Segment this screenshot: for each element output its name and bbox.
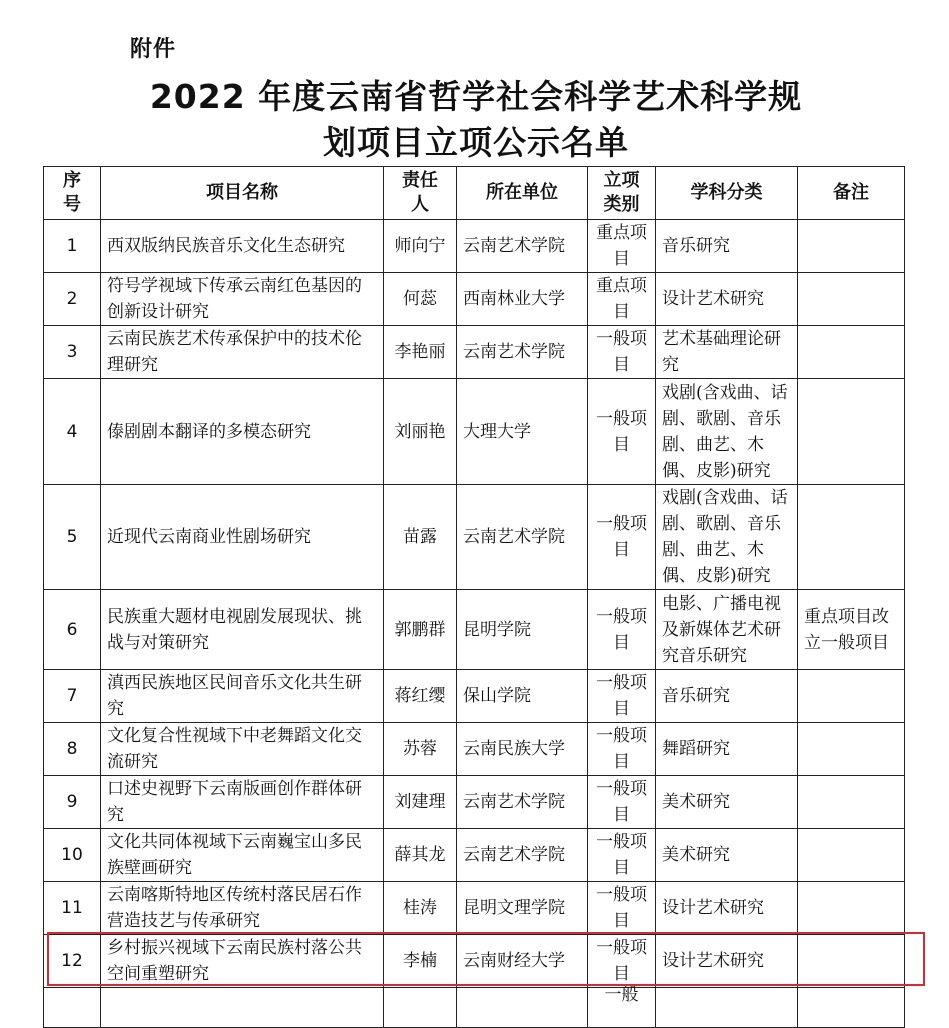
- cell-category: 一般项目: [588, 829, 656, 882]
- cell-person: 蒋红缨: [384, 670, 457, 723]
- cell-no: 9: [44, 776, 101, 829]
- table-row: [44, 273, 905, 326]
- cell-category: 重点项目: [588, 220, 656, 273]
- cell-unit: 云南艺术学院: [457, 326, 588, 379]
- cell-no: 12: [44, 935, 101, 988]
- cell-unit: 昆明文理学院: [457, 882, 588, 935]
- cell-project-name: 口述史视野下云南版画创作群体研究: [101, 776, 384, 829]
- cell-person: 苏蓉: [384, 723, 457, 776]
- cell-category: 一般项目: [588, 590, 656, 670]
- cell-note: [798, 379, 905, 485]
- cell-subject: 美术研究: [656, 829, 798, 882]
- header-person: 责任人: [384, 167, 457, 220]
- cell-unit: 云南财经大学: [457, 935, 588, 988]
- table-row-highlighted: [44, 935, 905, 988]
- cell-category: 一般项目: [588, 776, 656, 829]
- cell-category: 一般项目: [588, 882, 656, 935]
- cell-note: [798, 485, 905, 590]
- cell-note: [798, 220, 905, 273]
- table-row: [44, 485, 905, 590]
- cell-note: [798, 326, 905, 379]
- cell-project-name: 近现代云南商业性剧场研究: [101, 485, 384, 590]
- table-row: [44, 776, 905, 829]
- cell-note: [798, 273, 905, 326]
- cell-category: 一般项目: [588, 723, 656, 776]
- cell-no: 8: [44, 723, 101, 776]
- cell-person: 苗露: [384, 485, 457, 590]
- cell-subject: 美术研究: [656, 776, 798, 829]
- cell-category: 一般项目: [588, 935, 656, 988]
- table-row: [44, 882, 905, 935]
- cell-category: 重点项目: [588, 273, 656, 326]
- cell-category: 一般项目: [588, 379, 656, 485]
- cell-project-name: [101, 988, 384, 1028]
- cell-project-name: 西双版纳民族音乐文化生态研究: [101, 220, 384, 273]
- table-header-row: [44, 167, 905, 220]
- header-note: 备注: [798, 167, 905, 220]
- cell-subject: 艺术基础理论研究: [656, 326, 798, 379]
- header-category: 立项类别: [588, 167, 656, 220]
- cell-no: 6: [44, 590, 101, 670]
- cell-person: 何蕊: [384, 273, 457, 326]
- cell-no: [44, 988, 101, 1028]
- cell-subject: [656, 988, 798, 1028]
- cell-person: 刘建理: [384, 776, 457, 829]
- cell-no: 11: [44, 882, 101, 935]
- cell-note: [798, 829, 905, 882]
- header-project-name: 项目名称: [101, 167, 384, 220]
- cell-unit: 云南民族大学: [457, 723, 588, 776]
- cell-note: [798, 723, 905, 776]
- header-unit: 所在单位: [457, 167, 588, 220]
- table-row: [44, 379, 905, 485]
- cell-unit: 西南林业大学: [457, 273, 588, 326]
- cell-note: [798, 882, 905, 935]
- cell-person: 薛其龙: [384, 829, 457, 882]
- cell-project-name: 傣剧剧本翻译的多模态研究: [101, 379, 384, 485]
- cell-no: 2: [44, 273, 101, 326]
- table-row: [44, 220, 905, 273]
- cell-subject: 音乐研究: [656, 220, 798, 273]
- cell-category: 一般项目: [588, 670, 656, 723]
- cell-category: 一般项目: [588, 326, 656, 379]
- cell-person: [384, 988, 457, 1028]
- cell-subject: 设计艺术研究: [656, 882, 798, 935]
- cell-subject: 电影、广播电视及新媒体艺术研究音乐研究: [656, 590, 798, 670]
- table-row: [44, 723, 905, 776]
- cell-note: [798, 776, 905, 829]
- cell-no: 7: [44, 670, 101, 723]
- cell-subject: 戏剧(含戏曲、话剧、歌剧、音乐剧、曲艺、木偶、皮影)研究: [656, 379, 798, 485]
- table-row-partial: [44, 988, 905, 1028]
- cell-unit: [457, 988, 588, 1028]
- cell-project-name: 云南民族艺术传承保护中的技术伦理研究: [101, 326, 384, 379]
- cell-subject: 设计艺术研究: [656, 273, 798, 326]
- cell-unit: 云南艺术学院: [457, 829, 588, 882]
- cell-person: 李艳丽: [384, 326, 457, 379]
- cell-person: 桂涛: [384, 882, 457, 935]
- cell-unit: 保山学院: [457, 670, 588, 723]
- cell-no: 4: [44, 379, 101, 485]
- cell-unit: 云南艺术学院: [457, 485, 588, 590]
- cell-person: 师向宁: [384, 220, 457, 273]
- cell-unit: 云南艺术学院: [457, 220, 588, 273]
- cell-subject: 戏剧(含戏曲、话剧、歌剧、音乐剧、曲艺、木偶、皮影)研究: [656, 485, 798, 590]
- cell-note: 重点项目改立一般项目: [798, 590, 905, 670]
- cell-no: 3: [44, 326, 101, 379]
- cell-project-name: 云南喀斯特地区传统村落民居石作营造技艺与传承研究: [101, 882, 384, 935]
- cell-subject: 设计艺术研究: [656, 935, 798, 988]
- cell-person: 李楠: [384, 935, 457, 988]
- cell-project-name: 文化共同体视域下云南巍宝山多民族壁画研究: [101, 829, 384, 882]
- cell-note: [798, 935, 905, 988]
- cell-project-name: 民族重大题材电视剧发展现状、挑战与对策研究: [101, 590, 384, 670]
- cell-project-name: 文化复合性视域下中老舞蹈文化交流研究: [101, 723, 384, 776]
- cell-subject: 音乐研究: [656, 670, 798, 723]
- cell-category: 一般项目: [588, 485, 656, 590]
- attachment-label: 附件: [130, 37, 177, 62]
- cell-category: 一般: [588, 988, 656, 1028]
- cell-project-name: 乡村振兴视域下云南民族村落公共空间重塑研究: [101, 935, 384, 988]
- header-no: 序号: [44, 167, 101, 220]
- cell-project-name: 符号学视域下传承云南红色基因的创新设计研究: [101, 273, 384, 326]
- cell-person: 郭鹏群: [384, 590, 457, 670]
- cell-person: 刘丽艳: [384, 379, 457, 485]
- cell-unit: 昆明学院: [457, 590, 588, 670]
- cell-no: 10: [44, 829, 101, 882]
- document-title-line2: 划项目立项公示名单: [323, 123, 629, 162]
- document-title-line1: 2022 年度云南省哲学社会科学艺术科学规: [149, 77, 803, 116]
- header-subject: 学科分类: [656, 167, 798, 220]
- cell-note: [798, 670, 905, 723]
- cell-no: 5: [44, 485, 101, 590]
- table-row: [44, 829, 905, 882]
- table-row: [44, 590, 905, 670]
- cell-note: [798, 988, 905, 1028]
- cell-unit: 云南艺术学院: [457, 776, 588, 829]
- table-row: [44, 326, 905, 379]
- cell-project-name: 滇西民族地区民间音乐文化共生研究: [101, 670, 384, 723]
- cell-no: 1: [44, 220, 101, 273]
- cell-unit: 大理大学: [457, 379, 588, 485]
- project-list-table: [43, 166, 905, 1028]
- table-row: [44, 670, 905, 723]
- cell-subject: 舞蹈研究: [656, 723, 798, 776]
